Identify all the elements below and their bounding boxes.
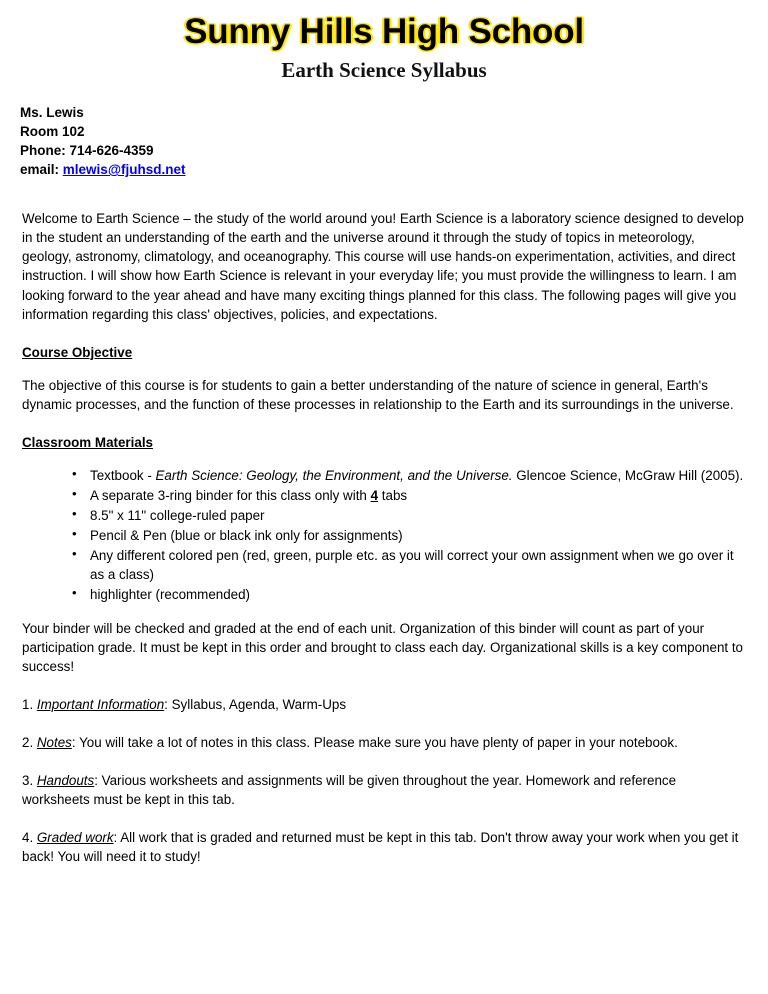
binder-section-label: Notes — [36, 735, 72, 751]
email-label: email: — [20, 162, 60, 178]
list-item-text: Textbook - — [90, 467, 156, 483]
teacher-contact-block — [20, 103, 768, 180]
binder-section-item — [22, 733, 745, 752]
list-item-text-suffix: tabs — [378, 487, 408, 503]
list-item-text: A separate 3-ring binder for this class only with — [90, 487, 371, 503]
binder-note-paragraph: Your binder will be checked and graded at the end of each unit. Organization of this binder will count as part of your participation grade. It must be kept in this order and brought to class each day. Organizational skills is a key component to success! — [22, 620, 744, 674]
spacer — [22, 324, 745, 343]
phone-number: Phone: 714-626-4359 — [20, 143, 154, 159]
document-body — [22, 209, 745, 866]
list-item — [72, 506, 745, 525]
email-link[interactable]: mlewis@fjuhsd.net — [62, 162, 186, 178]
classroom-materials-list — [22, 466, 745, 604]
binder-section-number: 4. — [22, 830, 37, 846]
binder-section-number: 2. — [22, 735, 37, 751]
spacer — [22, 414, 745, 433]
binder-section-label: Graded work — [36, 830, 114, 846]
binder-section-item — [22, 771, 745, 809]
binder-section-item — [22, 828, 745, 866]
spacer — [22, 676, 745, 695]
list-item-text: Any different colored pen (red, green, purple etc. as you will correct your own assignment when we go over it as a class) — [90, 547, 734, 582]
emphasized-value: 4 — [370, 487, 379, 503]
course-objective-heading: Course Objective — [22, 344, 133, 360]
email-line — [20, 160, 768, 179]
school-title: Sunny Hills High School — [184, 12, 584, 51]
list-item-text-suffix: Glencoe Science, McGraw Hill (2005). — [512, 467, 744, 483]
binder-section-description: : Various worksheets and assignments will be given throughout the year. Homework and reference worksheets must be kept in this tab. — [22, 773, 677, 808]
course-objective-paragraph: The objective of this course is for students to gain a better understanding of the nature of science in general, Earth's dynamic processes, and the function of these processes in relationship to the Earth and its surroundings in the universe. — [22, 377, 734, 412]
list-item — [72, 585, 745, 604]
classroom-materials-heading: Classroom Materials — [22, 434, 153, 450]
binder-section-label: Handouts — [36, 773, 95, 789]
intro-paragraph: Welcome to Earth Science – the study of the world around you! Earth Science is a laboratory science designed to develop in the student an understanding of the earth and the universe around it through the study of topics in meteorology, geology, astronomy, climatology, and oceanography. This course will use hands-on experimentation, activities, and direct instruction. I will show how Earth Science is relevant in your everyday life; you must provide the willingness to learn. I am looking forward to the year ahead and have many exciting things planned for this class. The following pages will give you information regarding this class' objectives, policies, and expectations. — [22, 211, 744, 322]
textbook-title: Earth Science: Geology, the Environment, and the Universe. — [155, 467, 513, 483]
binder-section-number: 1. — [22, 697, 37, 712]
list-item-text: 8.5" x 11" college-ruled paper — [90, 507, 265, 523]
document-subtitle: Earth Science Syllabus — [281, 57, 487, 82]
binder-section-number: 3. — [22, 773, 37, 789]
binder-section-description: : Syllabus, Agenda, Warm-Ups — [164, 697, 347, 712]
binder-section-label: Important Information — [36, 697, 165, 712]
list-item-text: Pencil & Pen (blue or black ink only for assignments) — [90, 527, 403, 543]
list-item — [72, 466, 745, 485]
teacher-name: Ms. Lewis — [20, 104, 84, 120]
list-item — [72, 546, 745, 584]
document-header — [0, 0, 768, 83]
spacer — [22, 605, 745, 619]
binder-section-item — [22, 695, 745, 714]
room-number: Room 102 — [20, 123, 85, 139]
list-item — [72, 526, 745, 545]
list-item-text: highlighter (recommended) — [90, 586, 251, 602]
binder-sections-list — [22, 695, 745, 866]
spacer — [0, 179, 768, 209]
binder-section-description: : You will take a lot of notes in this class. Please make sure you have plenty of paper in your notebook. — [71, 735, 678, 751]
list-item — [72, 486, 745, 505]
spacer — [22, 452, 745, 466]
spacer — [22, 362, 745, 376]
binder-section-description: : All work that is graded and returned must be kept in this tab. Don't throw away your work when you get it back! You will need it to study! — [22, 830, 739, 865]
